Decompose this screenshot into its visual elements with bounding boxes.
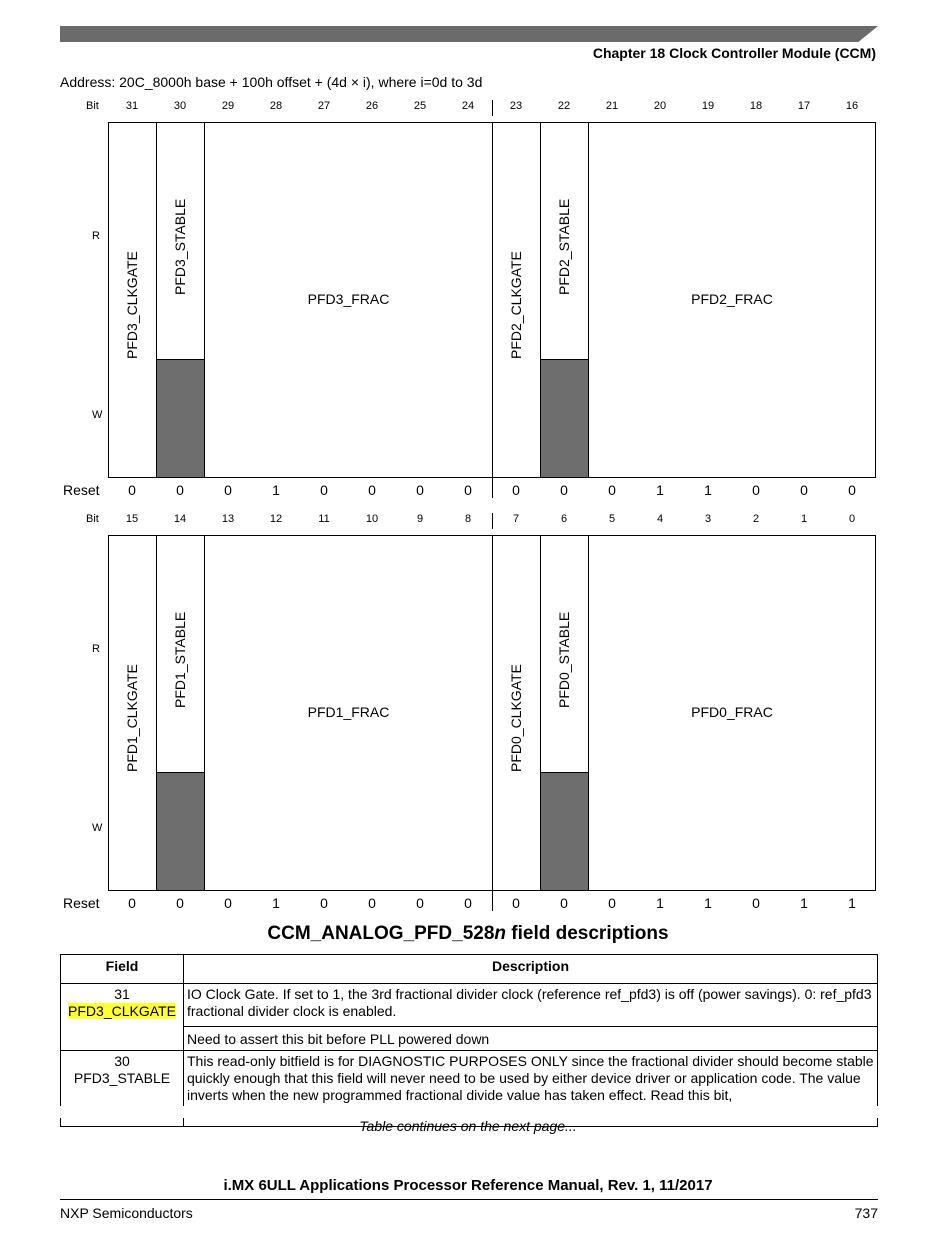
reset-row — [60, 482, 878, 504]
manual-title: i.MX 6ULL Applications Processor Reference Manual, Rev. 1, 11/2017 — [223, 1177, 713, 1194]
field-name: PFD3_STABLE — [73, 1070, 171, 1086]
field-stable — [157, 536, 205, 890]
field-frac — [205, 123, 493, 477]
byte-separator — [492, 513, 493, 529]
field-label: PFD1_FRAC — [307, 704, 390, 720]
register-address: Address: 20C_8000h base + 100h offset + (4d × i), where i=0d to 3d — [60, 74, 483, 90]
reset-value: 0 — [512, 895, 520, 911]
reset-value: 0 — [560, 895, 568, 911]
bit-number: 21 — [605, 100, 619, 112]
field-clkgate — [493, 123, 541, 477]
read-label: R — [92, 643, 100, 655]
bit-number: 9 — [416, 513, 424, 525]
table-title-prefix: CCM_ANALOG_PFD_528 — [267, 923, 495, 944]
reserved-write-shade — [541, 359, 588, 477]
reset-value: 0 — [464, 895, 472, 911]
bit-number: 11 — [318, 513, 330, 525]
field-cell — [61, 984, 184, 1051]
footer-divider — [60, 1199, 878, 1200]
field-label: PFD1_STABLE — [171, 611, 188, 708]
bit-number: 16 — [845, 100, 859, 112]
reset-value: 1 — [704, 482, 712, 498]
bit-number: 25 — [413, 100, 427, 112]
byte-separator — [492, 100, 493, 116]
reset-value: 0 — [368, 482, 376, 498]
field-stable — [157, 123, 205, 477]
reset-value: 1 — [704, 895, 712, 911]
field-name-highlighted: PFD3_CLKGATE — [68, 1003, 176, 1019]
field-frac — [589, 536, 875, 890]
reset-value: 0 — [224, 895, 232, 911]
bit-number: 13 — [221, 513, 235, 525]
field-label: PFD3_CLKGATE — [123, 251, 140, 359]
register-diagram-lower — [60, 513, 878, 913]
field-label: PFD3_FRAC — [307, 291, 390, 307]
reset-label: Reset — [63, 482, 100, 498]
bit-number-row — [60, 513, 878, 529]
bit-number: 5 — [608, 513, 616, 525]
write-label: W — [92, 409, 103, 421]
reset-value: 0 — [128, 895, 136, 911]
field-clkgate — [493, 536, 541, 890]
field-label: PFD2_CLKGATE — [507, 251, 524, 359]
field-bit: 31 — [114, 986, 130, 1002]
table-continues-note: Table continues on the next page... — [359, 1118, 577, 1134]
bit-number: 29 — [221, 100, 235, 112]
reset-value: 1 — [848, 895, 856, 911]
reset-value: 0 — [512, 482, 520, 498]
reset-value: 0 — [608, 895, 616, 911]
field-clkgate — [109, 536, 157, 890]
field-bit: 30 — [114, 1053, 130, 1069]
bit-number: 8 — [464, 513, 472, 525]
bit-number: 2 — [752, 513, 760, 525]
field-stable — [541, 123, 589, 477]
reset-value: 0 — [464, 482, 472, 498]
bit-number: 30 — [173, 100, 187, 112]
bit-number: 27 — [317, 100, 331, 112]
bit-label: Bit — [86, 513, 99, 525]
field-stable — [541, 536, 589, 890]
reset-value: 0 — [416, 895, 424, 911]
bit-number: 23 — [509, 100, 523, 112]
bit-number: 20 — [653, 100, 667, 112]
reserved-write-shade — [157, 772, 204, 890]
reset-value: 0 — [752, 895, 760, 911]
field-descriptions-table — [60, 954, 878, 1127]
reset-value: 0 — [416, 482, 424, 498]
field-label: PFD3_STABLE — [171, 198, 188, 295]
bit-number: 31 — [125, 100, 139, 112]
bit-number: 24 — [461, 100, 475, 112]
field-clkgate — [109, 123, 157, 477]
reset-value: 0 — [752, 482, 760, 498]
read-label: R — [92, 230, 100, 242]
reset-value: 0 — [848, 482, 856, 498]
header-bar — [60, 26, 878, 42]
field-frac — [589, 123, 875, 477]
bit-number: 28 — [269, 100, 283, 112]
table-cutoff — [60, 1106, 878, 1118]
description-column-header: Description — [184, 955, 878, 984]
description-cell — [184, 984, 878, 1051]
reset-value: 1 — [656, 895, 664, 911]
description-text: This read-only bitfield is for DIAGNOSTIC PURPOSES ONLY since the fractional divider should become stable quickly enough that this field will never need to be used by either device driver or application code. The value inverts when the new programmed fractional divide value has taken effect. Read this bit, — [187, 1053, 874, 1103]
bit-number: 0 — [848, 513, 856, 525]
reset-value: 0 — [368, 895, 376, 911]
bit-number: 22 — [557, 100, 571, 112]
bit-number: 17 — [797, 100, 811, 112]
bit-number: 6 — [560, 513, 568, 525]
bit-number: 7 — [512, 513, 520, 525]
field-label: PFD0_STABLE — [555, 611, 572, 708]
description-note: Need to assert this bit before PLL powered down — [184, 1026, 877, 1048]
field-label: PFD0_CLKGATE — [507, 664, 524, 772]
bit-number: 19 — [701, 100, 715, 112]
reset-value: 0 — [224, 482, 232, 498]
table-row — [61, 984, 878, 1051]
field-column-header: Field — [61, 955, 184, 984]
register-fields — [108, 535, 876, 891]
reset-value: 1 — [656, 482, 664, 498]
bit-number: 3 — [704, 513, 712, 525]
reset-value: 0 — [320, 482, 328, 498]
company-name: NXP Semiconductors — [60, 1205, 193, 1221]
reset-value: 0 — [560, 482, 568, 498]
field-label: PFD2_FRAC — [691, 291, 773, 307]
description-text: IO Clock Gate. If set to 1, the 3rd fractional divider clock (reference ref_pfd3) is off (power savings). 0: ref_pfd3 fractional divider clock is enabled. — [187, 986, 872, 1019]
write-label: W — [92, 822, 103, 834]
reset-value: 0 — [176, 895, 184, 911]
reset-value: 1 — [272, 895, 280, 911]
reset-row — [60, 895, 878, 917]
field-frac — [205, 536, 493, 890]
reset-value: 0 — [320, 895, 328, 911]
reset-value: 0 — [176, 482, 184, 498]
bit-number: 26 — [365, 100, 379, 112]
reset-value: 0 — [608, 482, 616, 498]
bit-number: 1 — [800, 513, 808, 525]
table-title-suffix: field descriptions — [506, 923, 669, 944]
bit-label: Bit — [86, 100, 99, 112]
bit-number: 4 — [656, 513, 664, 525]
bit-number-row — [60, 100, 878, 116]
table-title-italic: n — [494, 923, 506, 944]
bit-number: 15 — [125, 513, 139, 525]
field-label: PFD1_CLKGATE — [123, 664, 140, 772]
field-label: PFD0_FRAC — [691, 704, 773, 720]
chapter-title: Chapter 18 Clock Controller Module (CCM) — [592, 45, 876, 61]
bit-number: 14 — [173, 513, 187, 525]
table-title — [0, 923, 936, 945]
page-number: 737 — [854, 1205, 878, 1221]
register-diagram-upper — [60, 100, 878, 500]
reset-value: 1 — [800, 895, 808, 911]
field-label: PFD2_STABLE — [555, 198, 572, 295]
bit-number: 18 — [749, 100, 763, 112]
reset-value: 0 — [128, 482, 136, 498]
bit-number: 12 — [269, 513, 283, 525]
bit-number: 10 — [365, 513, 379, 525]
reserved-write-shade — [157, 359, 204, 477]
register-fields — [108, 122, 876, 478]
reset-value: 0 — [800, 482, 808, 498]
reset-label: Reset — [63, 895, 100, 911]
reserved-write-shade — [541, 772, 588, 890]
table-header-row — [61, 955, 878, 984]
reset-value: 1 — [272, 482, 280, 498]
